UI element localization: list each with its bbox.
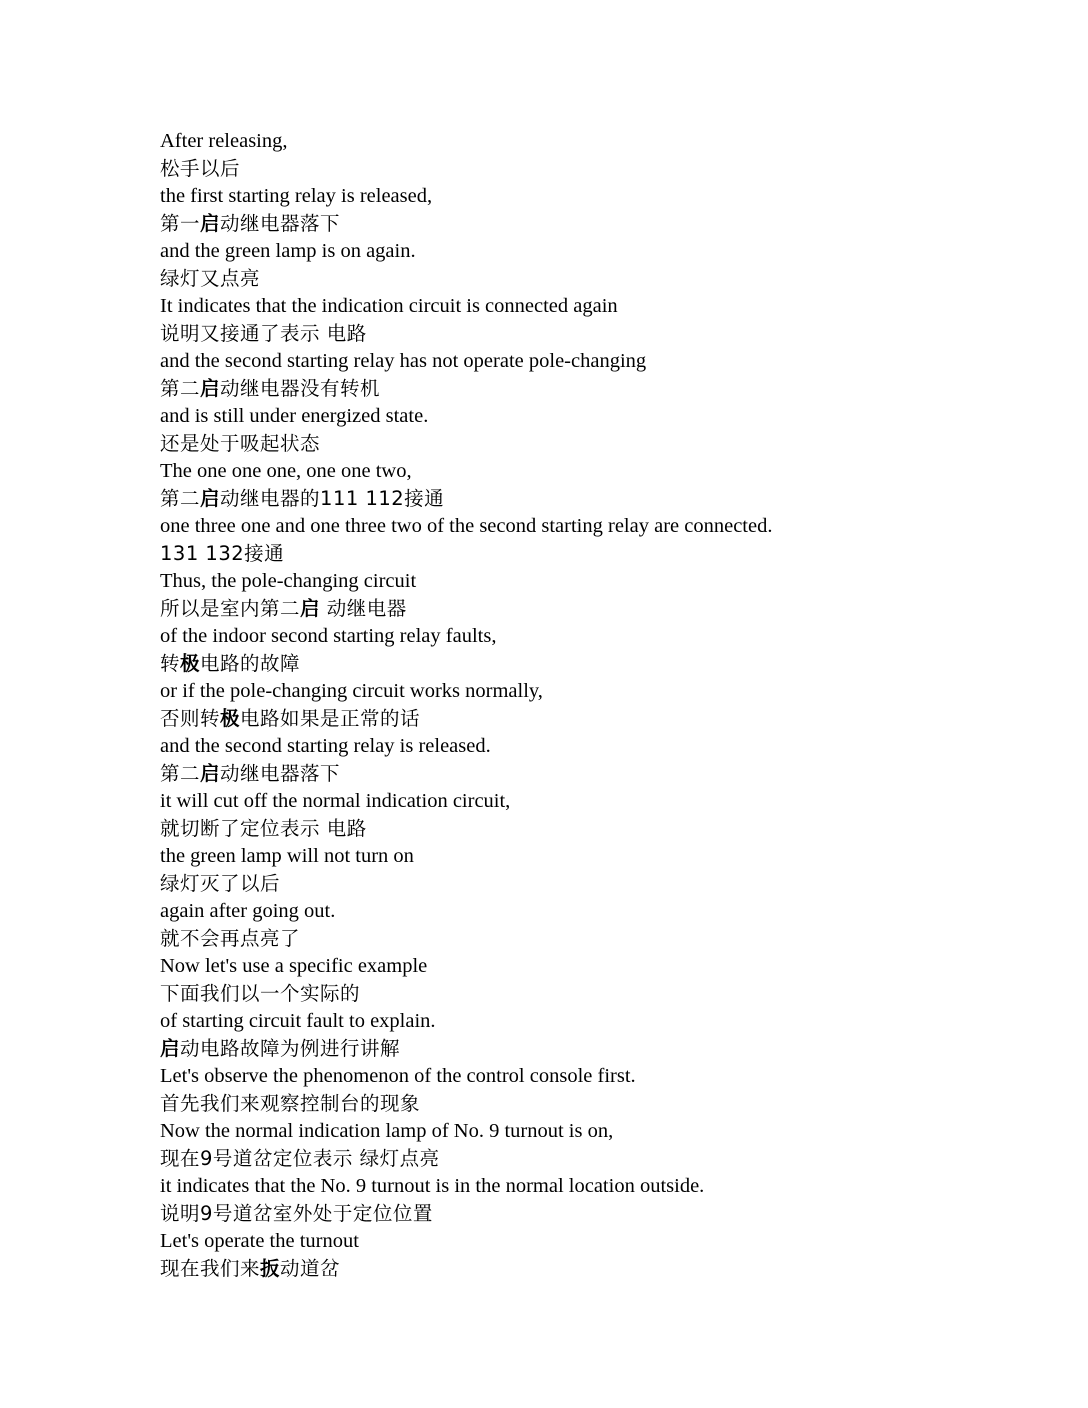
chinese-text: 现在9号道岔定位表示 绿灯点亮 [160,1147,440,1170]
chinese-text: 还是处于吸起状态 [160,432,321,455]
subtitle-pair [160,678,1040,733]
chinese-line [160,541,1040,568]
english-line: and the second starting relay has not operate pole-changing [160,350,647,372]
chinese-line [160,926,1040,953]
chinese-text: 说明又接通了表示 电路 [160,322,367,345]
english-line: Thus, the pole-changing circuit [160,570,417,592]
subtitle-pair [160,1063,1040,1118]
english-line: and the second starting relay is released. [160,735,491,757]
subtitle-pair [160,1228,1040,1283]
chinese-text: 第二 [160,377,201,400]
subtitle-pair [160,348,1040,403]
english-line: After releasing, [160,130,288,152]
english-line: again after going out. [160,900,336,922]
subtitle-pair [160,1118,1040,1173]
chinese-text: 第一 [160,212,201,235]
chinese-text: 所以是室内第二 [160,597,301,620]
english-line: the first starting relay is released, [160,185,433,207]
english-line: of the indoor second starting relay faults, [160,625,497,647]
chinese-line [160,431,1040,458]
chinese-bold-char: 启 [300,597,321,620]
subtitle-pair [160,568,1040,623]
english-line: of starting circuit fault to explain. [160,1010,436,1032]
chinese-line [160,596,1040,623]
chinese-text: 电路的故障 [200,652,301,675]
chinese-line [160,211,1040,238]
subtitle-transcript [160,128,1040,1283]
english-line: The one one one, one one two, [160,460,412,482]
english-line: or if the pole-changing circuit works normally, [160,680,543,702]
chinese-text: 现在我们来 [160,1257,261,1280]
chinese-text: 下面我们以一个实际的 [160,982,361,1005]
chinese-text: 动道岔 [280,1257,341,1280]
subtitle-pair [160,183,1040,238]
chinese-text: 就切断了定位表示 电路 [160,817,367,840]
chinese-line [160,871,1040,898]
subtitle-pair [160,623,1040,678]
chinese-line [160,486,1040,513]
english-line: and the green lamp is on again. [160,240,416,262]
chinese-bold-char: 启 [200,212,221,235]
chinese-text: 说明9号道岔室外处于定位位置 [160,1202,433,1225]
english-line: Now the normal indication lamp of No. 9 turnout is on, [160,1120,614,1142]
chinese-text: 131 132接通 [160,542,285,565]
chinese-line [160,981,1040,1008]
chinese-line [160,376,1040,403]
chinese-line [160,321,1040,348]
chinese-text: 转 [160,652,181,675]
english-line: and is still under energized state. [160,405,429,427]
english-line: Let's operate the turnout [160,1230,359,1252]
chinese-text: 动继电器的111 112接通 [220,487,445,510]
subtitle-pair [160,1173,1040,1228]
english-line: Now let's use a specific example [160,955,428,977]
chinese-text: 动继电器 [320,597,407,620]
chinese-line [160,1146,1040,1173]
chinese-text: 动电路故障为例进行讲解 [180,1037,401,1060]
chinese-text: 动继电器落下 [220,212,341,235]
chinese-text: 松手以后 [160,157,241,180]
chinese-line [160,266,1040,293]
chinese-text: 动继电器没有转机 [220,377,381,400]
subtitle-pair [160,513,1040,568]
subtitle-pair [160,1008,1040,1063]
chinese-bold-char: 启 [200,762,221,785]
subtitle-pair [160,458,1040,513]
subtitle-pair [160,788,1040,843]
chinese-line [160,1256,1040,1283]
subtitle-pair [160,733,1040,788]
chinese-text: 就不会再点亮了 [160,927,301,950]
chinese-text: 第二 [160,762,201,785]
chinese-bold-char: 启 [200,377,221,400]
subtitle-pair [160,953,1040,1008]
chinese-line [160,1091,1040,1118]
chinese-line [160,156,1040,183]
chinese-bold-char: 启 [160,1037,181,1060]
chinese-line [160,761,1040,788]
chinese-text: 否则转 [160,707,221,730]
chinese-text: 首先我们来观察控制台的现象 [160,1092,421,1115]
subtitle-pair [160,898,1040,953]
chinese-line [160,1201,1040,1228]
english-line: one three one and one three two of the second starting relay are connected. [160,515,773,537]
chinese-text: 绿灯灭了以后 [160,872,281,895]
chinese-line [160,706,1040,733]
chinese-bold-char: 启 [200,487,221,510]
chinese-bold-char: 扳 [260,1257,281,1280]
chinese-line [160,651,1040,678]
english-line: it indicates that the No. 9 turnout is in the normal location outside. [160,1175,705,1197]
chinese-line [160,816,1040,843]
chinese-line [160,1036,1040,1063]
english-line: It indicates that the indication circuit is connected again [160,295,618,317]
subtitle-pair [160,128,1040,183]
english-line: the green lamp will not turn on [160,845,414,867]
chinese-text: 电路如果是正常的话 [240,707,421,730]
english-line: Let's observe the phenomenon of the control console first. [160,1065,636,1087]
chinese-bold-char: 极 [180,652,201,675]
subtitle-pair [160,293,1040,348]
chinese-text: 第二 [160,487,201,510]
subtitle-pair [160,238,1040,293]
chinese-bold-char: 极 [220,707,241,730]
subtitle-pair [160,403,1040,458]
chinese-text: 动继电器落下 [220,762,341,785]
english-line: it will cut off the normal indication circuit, [160,790,511,812]
subtitle-pair [160,843,1040,898]
chinese-text: 绿灯又点亮 [160,267,261,290]
